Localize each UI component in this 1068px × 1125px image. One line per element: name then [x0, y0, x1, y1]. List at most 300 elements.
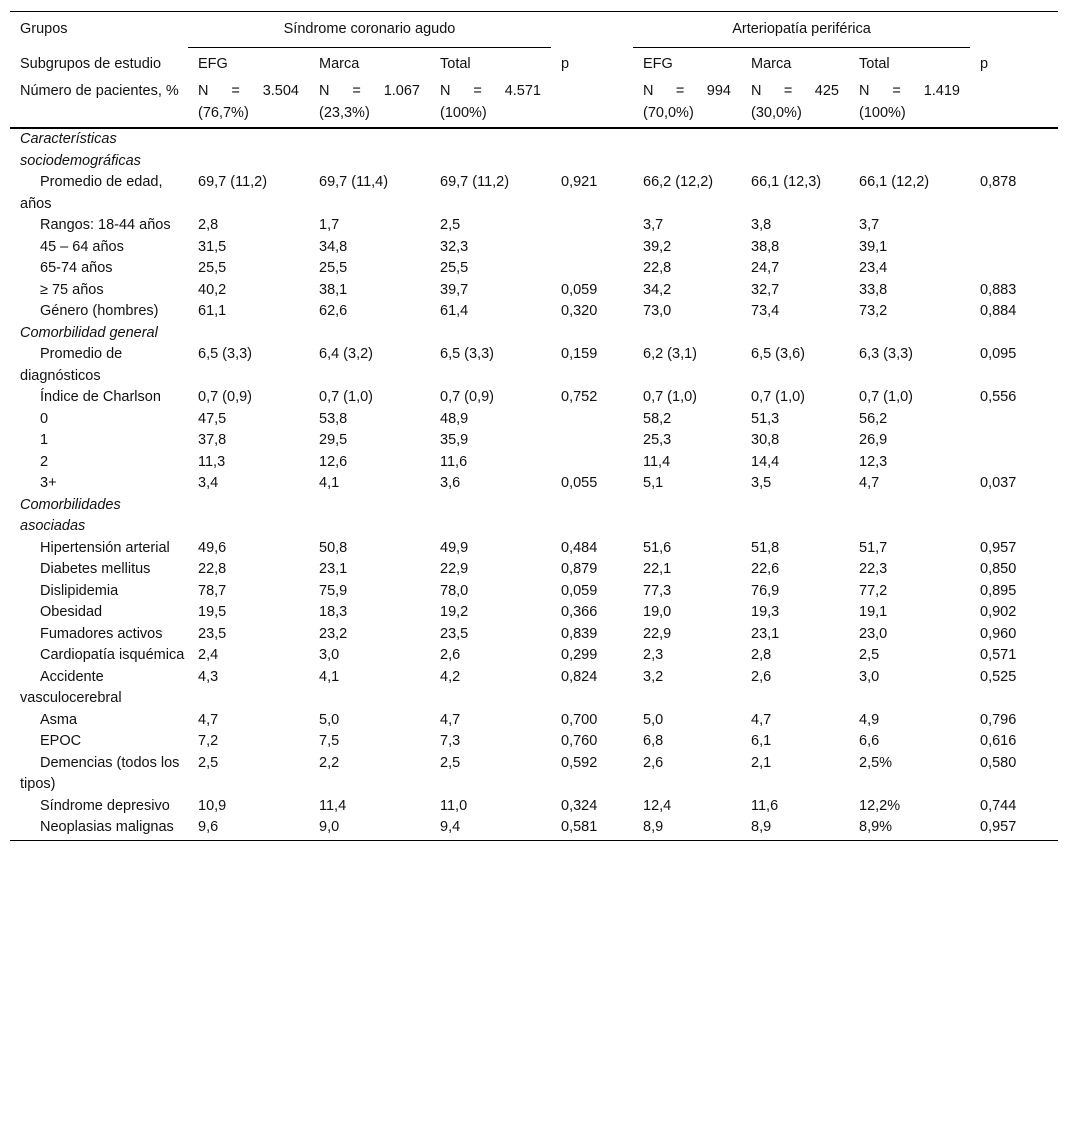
row-label-text: 2	[40, 453, 49, 470]
cell: 2,8	[198, 217, 219, 233]
col-marca-sca: Marca	[319, 55, 360, 72]
empty-cell	[309, 495, 430, 538]
n-value: 3.504	[262, 83, 299, 99]
cell	[970, 452, 1058, 474]
cell: 31,5	[198, 238, 227, 255]
cell: 12,4	[643, 797, 672, 814]
cell: 3,7	[859, 217, 880, 233]
cell: 0,895	[980, 582, 1017, 599]
n-cell	[309, 81, 430, 128]
cell: 2,5%	[859, 754, 893, 771]
cell: 6,5 (3,3)	[198, 346, 252, 362]
empty-cell	[633, 323, 741, 345]
row-label-text: ≥ 75 años	[40, 281, 104, 298]
row-label-text: Neoplasias malignas	[40, 819, 174, 835]
cell: 1,7	[319, 217, 340, 233]
table-row	[10, 817, 1058, 840]
table-row	[10, 602, 1058, 624]
empty-cell	[430, 495, 551, 538]
cell: 0,055	[561, 475, 598, 491]
cell: 0,839	[561, 625, 598, 642]
n-empty	[551, 81, 633, 128]
cell: 69,7 (11,4)	[319, 174, 389, 190]
n-equals: =	[231, 83, 240, 99]
empty-cell	[188, 128, 309, 172]
cell: 3,8	[751, 217, 772, 233]
n-percent: (70,0%)	[643, 104, 694, 121]
cell: 19,3	[751, 604, 780, 620]
cell: 4,7	[859, 475, 880, 491]
cell: 23,5	[198, 625, 227, 642]
cell	[551, 452, 633, 474]
col-efg-sca: EFG	[198, 55, 228, 72]
n-percent: (100%)	[440, 104, 487, 121]
cell: 25,5	[319, 260, 348, 276]
cell: 8,9	[633, 817, 741, 840]
table-row	[10, 237, 1058, 259]
cell: 77,2	[859, 582, 888, 599]
cell: 50,8	[319, 539, 348, 556]
cell: 0,883	[980, 281, 1017, 298]
cell: 0,7 (1,0)	[643, 389, 697, 405]
cell: 4,7	[440, 711, 461, 728]
table-row	[10, 452, 1058, 474]
header-sca	[188, 12, 551, 48]
n-value: 994	[706, 83, 731, 99]
cell: 0,7 (0,9)	[440, 389, 494, 405]
row-label-text: Género (hombres)	[40, 303, 159, 319]
n-percent: (23,3%)	[319, 104, 370, 121]
cell: 19,2	[440, 604, 469, 620]
cell: 22,9	[643, 625, 672, 642]
empty-cell	[551, 128, 633, 172]
row-label	[10, 452, 188, 474]
cell: 38,8	[751, 238, 780, 255]
empty-cell	[430, 128, 551, 172]
cell: 6,2 (3,1)	[643, 346, 697, 362]
cell: 24,7	[751, 260, 780, 276]
cell: 62,6	[319, 303, 348, 319]
cell: 56,2	[859, 410, 888, 427]
cell: 51,8	[751, 539, 780, 556]
n-equals: =	[473, 83, 482, 99]
cell	[551, 258, 633, 280]
cell: 29,5	[319, 432, 348, 448]
cell: 14,4	[751, 453, 780, 470]
row-label	[10, 602, 188, 624]
cell: 8,9%	[849, 817, 970, 840]
cell: 0,960	[980, 625, 1017, 642]
n-prefix: N	[319, 83, 330, 99]
cell: 8,9	[741, 817, 849, 840]
cell	[551, 215, 633, 237]
cell: 19,1	[859, 604, 888, 620]
n-cell	[741, 81, 849, 128]
cell: 25,5	[198, 260, 227, 276]
row-label-text: Fumadores activos	[40, 625, 163, 642]
row-label-text: 45 – 64 años	[40, 238, 124, 255]
n-prefix: N	[751, 83, 762, 99]
n-value: 4.571	[504, 83, 541, 99]
row-label-text: Obesidad	[40, 604, 103, 620]
cell: 23,1	[751, 625, 780, 642]
cell: 0,7 (1,0)	[859, 389, 913, 405]
cell	[970, 237, 1058, 259]
cell: 19,0	[643, 604, 672, 620]
header-numero-pacientes: Número de pacientes, %	[10, 81, 188, 128]
n-line	[751, 81, 849, 103]
row-label	[10, 624, 188, 646]
empty-cell	[633, 495, 741, 538]
cell: 39,7	[440, 281, 469, 298]
col-total-ap: Total	[859, 55, 890, 72]
cell: 7,3	[440, 733, 461, 749]
cell: 0,159	[561, 346, 598, 362]
cell: 5,0	[643, 711, 664, 728]
cell: 3,4	[198, 475, 219, 491]
cell: 11,6	[440, 453, 468, 470]
cell: 73,4	[751, 303, 780, 319]
n-percent: (30,0%)	[751, 104, 802, 121]
cell: 78,7	[198, 582, 227, 599]
data-table	[10, 11, 1058, 841]
cell: 7,5	[319, 733, 340, 749]
cell	[970, 409, 1058, 431]
cell: 0,571	[980, 647, 1017, 663]
cell: 0,744	[980, 797, 1017, 814]
n-prefix: N	[198, 83, 209, 99]
cell: 66,1 (12,2)	[859, 174, 930, 190]
col-p-ap: p	[980, 55, 989, 72]
row-label-text: 3+	[40, 475, 57, 491]
empty-cell	[633, 128, 741, 172]
row-label-text: Promedio de edad, años	[20, 174, 163, 212]
cell: 6,5 (3,6)	[751, 346, 805, 362]
empty-cell	[551, 495, 633, 538]
col-total-sca: Total	[440, 55, 471, 72]
cell: 12,3	[859, 453, 888, 470]
cell: 23,2	[319, 625, 348, 642]
cell: 77,3	[643, 582, 672, 599]
header-subgrupos: Subgrupos de estudio	[20, 55, 162, 72]
cell: 0,556	[980, 389, 1017, 405]
table-row	[10, 215, 1058, 237]
table-row	[10, 667, 1058, 710]
empty-cell	[309, 128, 430, 172]
cell: 35,9	[440, 432, 469, 448]
cell: 12,2%	[859, 797, 901, 814]
cell: 66,2 (12,2)	[643, 174, 714, 190]
section-label: Comorbilidad general	[20, 324, 158, 341]
row-label-text: Promedio de diagnósticos	[20, 346, 123, 384]
cell: 0,320	[561, 303, 598, 319]
row-label	[10, 237, 188, 259]
row-label	[10, 258, 188, 280]
cell: 0,824	[561, 668, 598, 685]
cell: 0,525	[980, 668, 1017, 685]
cell: 0,700	[561, 711, 598, 728]
cell: 3,0	[319, 647, 340, 663]
cell: 19,5	[198, 604, 227, 620]
row-label	[10, 473, 188, 495]
n-prefix: N	[643, 83, 654, 99]
n-equals: =	[675, 83, 685, 99]
table-container	[10, 11, 1058, 841]
cell: 4,1	[319, 475, 340, 491]
empty-cell	[849, 128, 970, 172]
row-label-text: Rangos: 18-44 años	[40, 217, 171, 233]
n-value: 1.419	[923, 83, 960, 99]
cell: 51,3	[751, 410, 780, 427]
header-grupos: Grupos	[20, 21, 68, 37]
table-row	[10, 624, 1058, 646]
n-cell	[188, 81, 309, 128]
cell: 22,3	[859, 561, 888, 577]
table-row	[10, 731, 1058, 753]
n-cell	[633, 81, 741, 128]
cell	[970, 215, 1058, 237]
row-label	[10, 581, 188, 603]
cell: 2,8	[751, 647, 772, 663]
cell: 0,879	[561, 561, 598, 577]
cell	[551, 430, 633, 452]
cell: 0,957	[970, 817, 1058, 840]
cell	[970, 430, 1058, 452]
cell: 0,752	[561, 389, 598, 405]
row-label	[10, 710, 188, 732]
empty-cell	[188, 495, 309, 538]
section-label: Comorbilidades asociadas	[20, 496, 121, 534]
table-row	[10, 280, 1058, 302]
cell: 66,1 (12,3)	[751, 174, 822, 190]
table-body	[10, 128, 1058, 840]
cell: 3,5	[751, 475, 772, 491]
empty-cell	[188, 323, 309, 345]
cell: 0,902	[980, 604, 1017, 620]
cell: 2,4	[198, 647, 219, 663]
cell: 25,5	[440, 260, 469, 276]
empty-cell	[741, 495, 849, 538]
cell: 4,7	[198, 711, 219, 728]
cell: 69,7 (11,2)	[198, 174, 268, 190]
cell: 0,095	[980, 346, 1017, 362]
n-prefix: N	[859, 83, 870, 99]
cell: 2,2	[319, 754, 340, 771]
table-row	[10, 473, 1058, 495]
row-label-text: Accidente vasculocerebral	[20, 668, 122, 706]
cell: 9,4	[430, 817, 551, 840]
header-sca-label: Síndrome coronario agudo	[188, 19, 551, 48]
header-ap	[633, 12, 970, 48]
cell: 53,8	[319, 410, 348, 427]
header-ap-label: Arteriopatía periférica	[633, 19, 970, 48]
empty-cell	[970, 323, 1058, 345]
cell: 38,1	[319, 281, 348, 298]
n-value: 1.067	[383, 83, 420, 99]
n-cell	[849, 81, 970, 128]
cell: 47,5	[198, 410, 227, 427]
n-percent: (100%)	[859, 104, 906, 121]
header-gap-1	[551, 12, 633, 48]
cell: 69,7 (11,2)	[440, 174, 510, 190]
n-line	[643, 81, 741, 103]
cell: 4,9	[859, 711, 880, 728]
cell: 0,299	[561, 647, 598, 663]
cell: 39,2	[643, 238, 672, 255]
row-label	[10, 667, 188, 710]
row-label	[10, 796, 188, 818]
cell: 76,9	[751, 582, 780, 599]
cell: 11,3	[198, 453, 226, 470]
cell: 0,037	[980, 475, 1017, 491]
cell: 22,8	[198, 561, 227, 577]
cell	[551, 409, 633, 431]
cell: 30,8	[751, 432, 780, 448]
cell: 2,5	[198, 754, 219, 771]
cell: 73,0	[643, 303, 672, 319]
row-label	[10, 753, 188, 796]
cell: 22,1	[643, 561, 672, 577]
header-gap-2	[970, 12, 1058, 48]
cell: 23,5	[440, 625, 469, 642]
cell: 4,7	[751, 711, 772, 728]
cell: 78,0	[440, 582, 469, 599]
cell: 0,616	[980, 733, 1017, 749]
cell: 0,921	[561, 174, 598, 190]
cell: 73,2	[859, 303, 888, 319]
n-percent: (76,7%)	[198, 104, 249, 121]
n-equals: =	[783, 83, 793, 99]
cell: 3,2	[643, 668, 664, 685]
table-row	[10, 538, 1058, 560]
cell: 5,0	[319, 711, 340, 728]
col-marca-ap: Marca	[751, 55, 792, 72]
section-label: Características sociodemográficas	[20, 131, 141, 169]
cell: 6,5 (3,3)	[440, 346, 494, 362]
cell: 51,6	[643, 539, 672, 556]
col-p-sca: p	[561, 55, 570, 72]
cell: 0,366	[561, 604, 598, 620]
cell: 2,6	[751, 668, 772, 685]
row-label	[10, 387, 188, 409]
cell: 18,3	[319, 604, 348, 620]
cell: 11,4	[319, 797, 347, 814]
cell: 11,0	[440, 797, 468, 814]
cell: 0,7 (0,9)	[198, 389, 252, 405]
row-label-text: Cardiopatía isquémica	[40, 647, 185, 663]
n-line	[440, 81, 551, 103]
cell: 0,059	[561, 582, 598, 599]
cell: 6,8	[643, 733, 664, 749]
cell: 0,7 (1,0)	[751, 389, 805, 405]
cell: 2,5	[440, 754, 461, 771]
table-row	[10, 753, 1058, 796]
empty-cell	[970, 495, 1058, 538]
cell: 32,7	[751, 281, 780, 298]
cell: 6,3 (3,3)	[859, 346, 913, 362]
cell: 0,884	[980, 303, 1017, 319]
table-row	[10, 344, 1058, 387]
cell: 32,3	[440, 238, 469, 255]
cell: 2,5	[440, 217, 461, 233]
section-row	[10, 128, 1058, 172]
table-row	[10, 796, 1058, 818]
cell: 0,957	[980, 539, 1017, 556]
cell: 4,1	[319, 668, 340, 685]
row-label-text: Hipertensión arterial	[40, 539, 170, 556]
cell: 22,8	[643, 260, 672, 276]
cell: 2,5	[859, 647, 880, 663]
row-label-text: Demencias (todos los tipos)	[20, 754, 180, 792]
cell: 6,6	[859, 733, 880, 749]
cell: 25,3	[643, 432, 672, 448]
row-label	[10, 172, 188, 215]
n-cell	[430, 81, 551, 128]
cell: 49,6	[198, 539, 227, 556]
cell: 51,7	[859, 539, 888, 556]
cell: 0,581	[551, 817, 633, 840]
row-label	[10, 430, 188, 452]
empty-cell	[970, 128, 1058, 172]
row-label-text: Dislipidemia	[40, 582, 119, 599]
row-label	[10, 409, 188, 431]
table-row	[10, 710, 1058, 732]
cell: 9,0	[309, 817, 430, 840]
table-row	[10, 387, 1058, 409]
cell: 0,796	[980, 711, 1017, 728]
n-line	[198, 81, 309, 103]
cell: 9,6	[188, 817, 309, 840]
row-label	[10, 280, 188, 302]
table-row	[10, 258, 1058, 280]
table-row	[10, 172, 1058, 215]
cell: 10,9	[198, 797, 227, 814]
n-line	[319, 81, 430, 103]
cell: 11,6	[751, 797, 779, 814]
row-label-text: Diabetes mellitus	[40, 561, 151, 577]
cell: 61,1	[198, 303, 227, 319]
cell: 49,9	[440, 539, 469, 556]
cell: 0,760	[561, 733, 598, 749]
cell: 3,7	[643, 217, 664, 233]
n-line	[859, 81, 970, 103]
cell: 0,580	[980, 754, 1017, 771]
cell: 5,1	[643, 475, 664, 491]
cell: 22,9	[440, 561, 469, 577]
cell: 58,2	[643, 410, 672, 427]
table-row	[10, 559, 1058, 581]
empty-cell	[849, 495, 970, 538]
row-label	[10, 538, 188, 560]
table-row	[10, 301, 1058, 323]
cell: 37,8	[198, 432, 227, 448]
cell: 6,4 (3,2)	[319, 346, 373, 362]
row-label-text: 0	[40, 410, 49, 427]
cell: 11,4	[643, 453, 671, 470]
row-label-text: EPOC	[40, 733, 82, 749]
table-row	[10, 645, 1058, 667]
row-label-text: 1	[40, 432, 49, 448]
cell: 0,878	[980, 174, 1017, 190]
row-label-text: 65-74 años	[40, 260, 113, 276]
cell: 34,8	[319, 238, 348, 255]
cell	[551, 237, 633, 259]
cell: 3,6	[440, 475, 461, 491]
empty-cell	[430, 323, 551, 345]
cell: 0,484	[561, 539, 598, 556]
cell: 2,6	[643, 754, 664, 771]
row-label	[10, 817, 188, 840]
